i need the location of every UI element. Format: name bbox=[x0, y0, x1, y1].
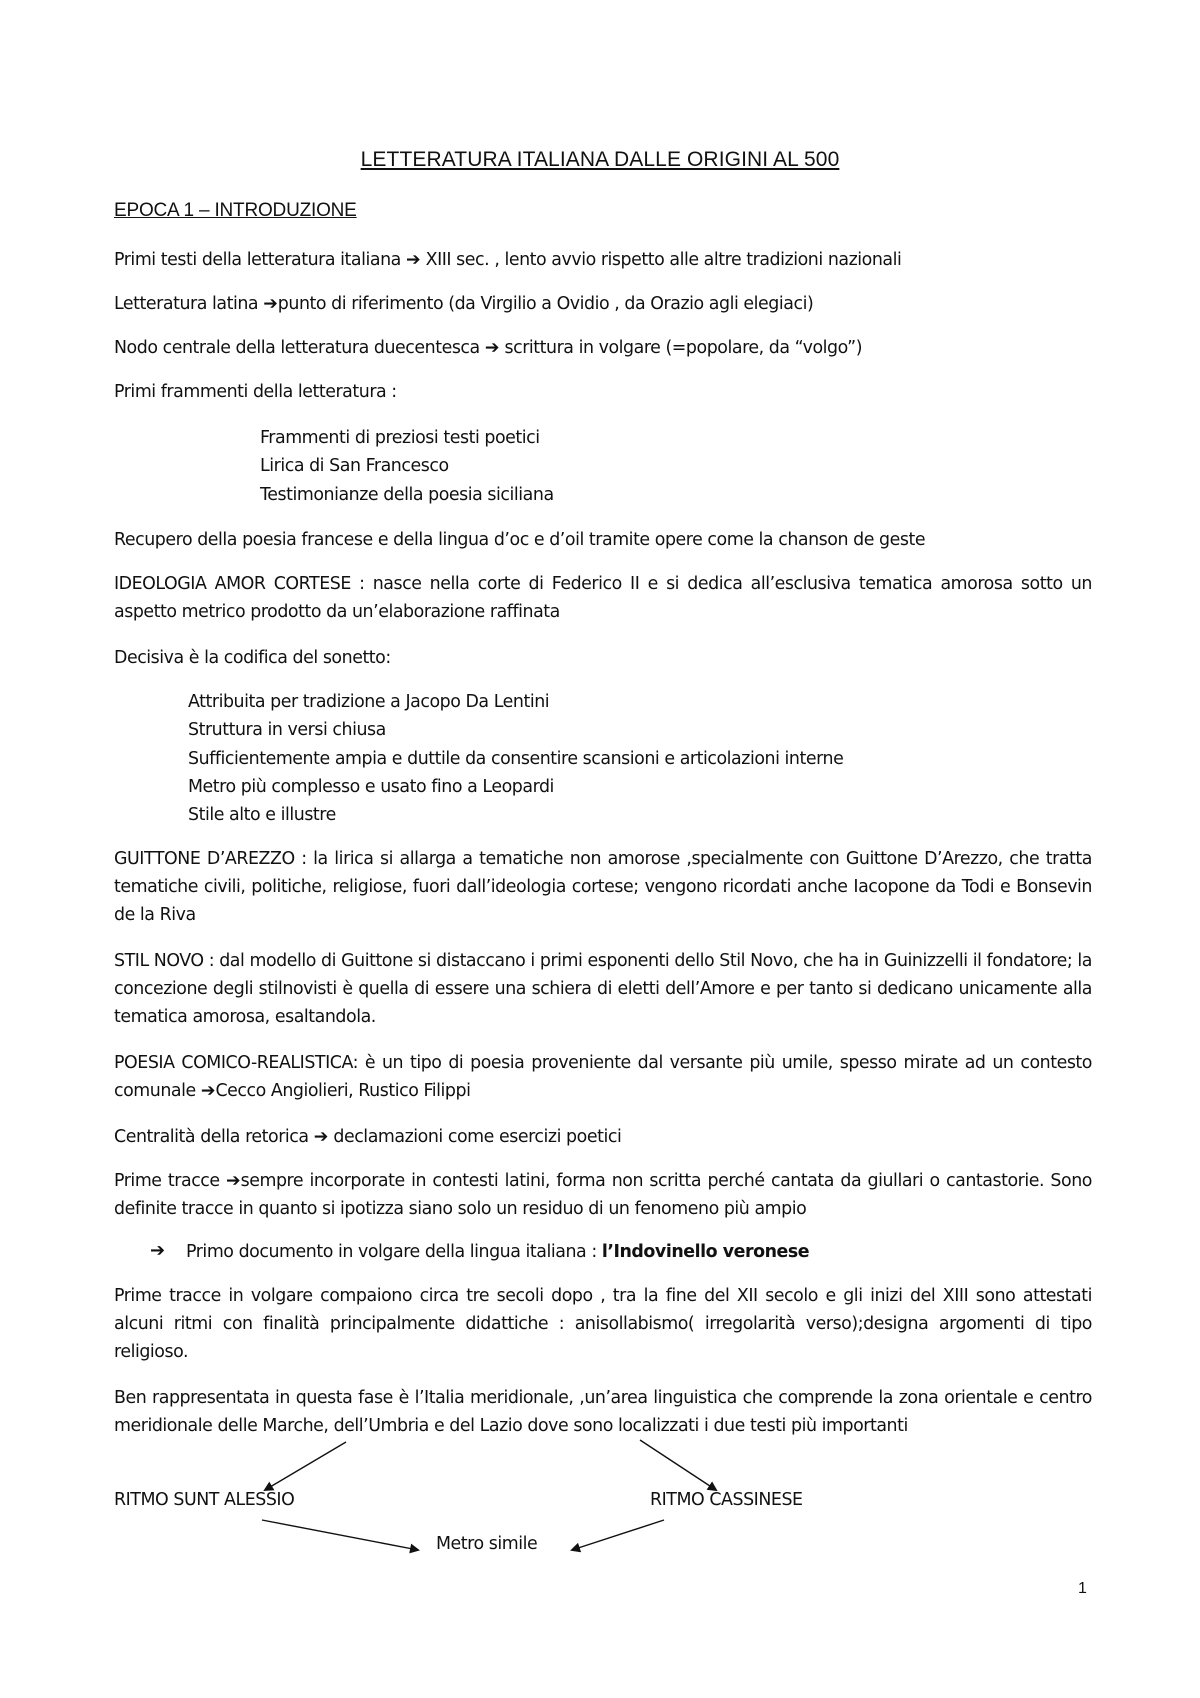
paragraph-5: Recupero della poesia francese e della lingua d’oc e d’oil tramite opere come la chanson de geste bbox=[114, 530, 926, 550]
diagram-bottom-label: Metro simile bbox=[436, 1534, 538, 1554]
list-item: Stile alto e illustre bbox=[188, 805, 336, 825]
arrow-left-to-bottom bbox=[262, 1520, 418, 1550]
diagram-left-label: RITMO SUNT ALESSIO bbox=[114, 1490, 295, 1510]
arrow-icon: ➔ bbox=[263, 294, 278, 314]
bullet-arrow-icon: ➔ bbox=[150, 1240, 166, 1261]
arrow-icon: ➔ bbox=[226, 1171, 241, 1191]
paragraph-10: POESIA COMICO-REALISTICA: è un tipo di poesia proveniente dal versante più umile, spesso mirate ad un contesto comunale ➔Cecco Angiolieri, Rustico Filippi bbox=[114, 1053, 1092, 1101]
list-item: Lirica di San Francesco bbox=[260, 456, 449, 476]
arrow-right-to-bottom bbox=[572, 1520, 664, 1550]
list-item: Struttura in versi chiusa bbox=[188, 720, 386, 740]
arrow-icon: ➔ bbox=[484, 338, 500, 358]
page-number: 1 bbox=[1078, 1580, 1087, 1597]
arrow-icon: ➔ bbox=[313, 1127, 329, 1147]
diagram-right-label: RITMO CASSINESE bbox=[650, 1490, 803, 1510]
list-item: Metro più complesso e usato fino a Leopardi bbox=[188, 777, 554, 797]
arrow-to-right-label bbox=[640, 1440, 716, 1490]
list-item: Testimonianze della poesia siciliana bbox=[260, 485, 554, 505]
arrow-icon: ➔ bbox=[405, 250, 421, 270]
list-item: Frammenti di preziosi testi poetici bbox=[260, 428, 540, 448]
paragraph-8: GUITTONE D’AREZZO : la lirica si allarga a tematiche non amorose ,specialmente con Guittone D’Arezzo, che tratta tematiche civili, politiche, religiose, fuori dall’ideologia cortese; vengono ricordati anche Iacopone da Todi e Bonsevin de la Riva bbox=[114, 849, 1092, 925]
document-title: LETTERATURA ITALIANA DALLE ORIGINI AL 500 bbox=[360, 148, 840, 171]
paragraph-1: Primi testi della letteratura italiana ➔ XIII sec. , lento avvio rispetto alle altre tradizioni nazionali bbox=[114, 250, 902, 270]
paragraph-2: Letteratura latina ➔punto di riferimento (da Virgilio a Ovidio , da Orazio agli elegiaci) bbox=[114, 294, 814, 314]
paragraph-3: Nodo centrale della letteratura duecentesca ➔ scrittura in volgare (=popolare, da “volgo”) bbox=[114, 338, 863, 358]
paragraph-14: Ben rappresentata in questa fase è l’Italia meridionale, ,un’area linguistica che comprende la zona orientale e centro meridionale delle Marche, dell’Umbria e del Lazio dove sono localizzati i due testi più importanti bbox=[114, 1388, 1092, 1436]
highlight-term: l’Indovinello veronese bbox=[601, 1242, 810, 1262]
paragraph-4: Primi frammenti della letteratura : bbox=[114, 382, 397, 402]
paragraph-11: Centralità della retorica ➔ declamazioni come esercizi poetici bbox=[114, 1127, 622, 1147]
paragraph-12: Prime tracce ➔sempre incorporate in contesti latini, forma non scritta perché cantata da giullari o cantastorie. Sono definite tracce in quanto si ipotizza siano solo un residuo di un fenomeno più ampio bbox=[114, 1171, 1092, 1219]
bullet-item: Primo documento in volgare della lingua italiana : l’Indovinello veronese bbox=[186, 1242, 810, 1262]
paragraph-7: Decisiva è la codifica del sonetto: bbox=[114, 648, 391, 668]
arrow-icon: ➔ bbox=[200, 1081, 216, 1101]
list-item: Attribuita per tradizione a Jacopo Da Lentini bbox=[188, 692, 550, 712]
paragraph-13: Prime tracce in volgare compaiono circa tre secoli dopo , tra la fine del XII secolo e gli inizi del XIII sono attestati alcuni ritmi con finalità principalmente didattiche : anisollabismo( irregolarità verso);designa argomenti di tipo religioso. bbox=[114, 1286, 1092, 1362]
paragraph-6: IDEOLOGIA AMOR CORTESE : nasce nella corte di Federico II e si dedica all’esclusiva tematica amorosa sotto un aspetto metrico prodotto da un’elaborazione raffinata bbox=[114, 574, 1092, 622]
section-heading: EPOCA 1 – INTRODUZIONE bbox=[114, 200, 357, 221]
paragraph-9: STIL NOVO : dal modello di Guittone si distaccano i primi esponenti dello Stil Novo, che ha in Guinizzelli il fondatore; la concezione degli stilnovisti è quella di essere una schiera di eletti dell’Amore e per tanto si dedicano unicamente alla tematica amorosa, esaltandola. bbox=[114, 951, 1092, 1027]
list-item: Sufficientemente ampia e duttile da consentire scansioni e articolazioni interne bbox=[188, 749, 844, 769]
arrow-to-left-label bbox=[265, 1442, 346, 1490]
